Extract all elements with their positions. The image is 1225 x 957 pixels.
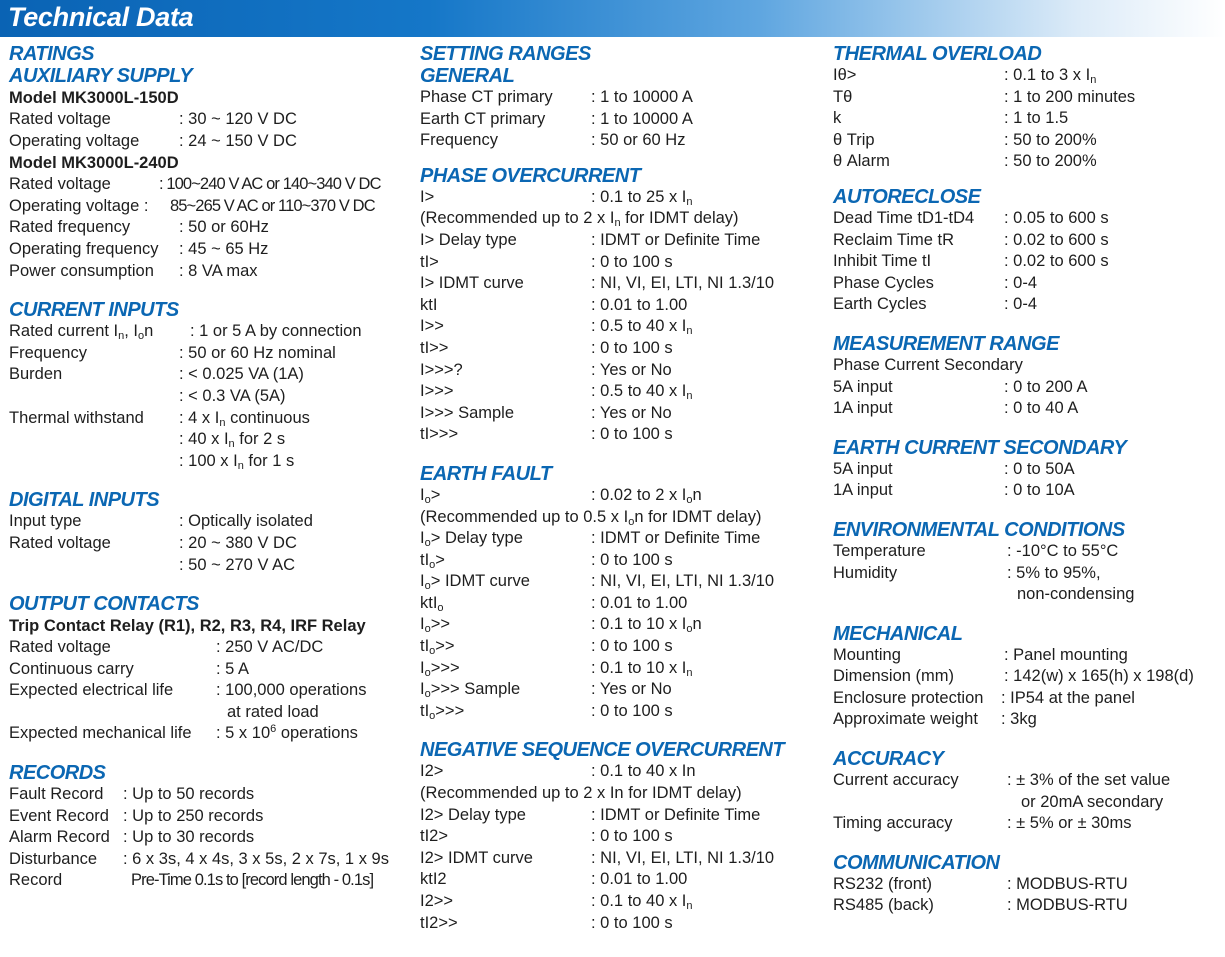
spec-label: Record [9, 871, 63, 890]
spec-row [420, 273, 825, 295]
spec-value: : 50 ~ 270 V AC [179, 555, 296, 574]
spec-row [420, 424, 825, 446]
spec-value: : 0 to 40 A [1004, 399, 1079, 418]
spec-value: : 0 to 100 s [591, 913, 673, 932]
spec-label: Fault Record [9, 785, 104, 804]
output-contacts-heading: OUTPUT CONTACTS [9, 593, 199, 616]
spec-label: Power consumption [9, 261, 154, 280]
spec-row [420, 826, 825, 848]
spec-row [833, 813, 1223, 835]
spec-row [420, 381, 825, 403]
spec-row [420, 571, 825, 593]
spec-row [833, 251, 1223, 273]
spec-value: : 1 to 200 minutes [1004, 87, 1136, 106]
spec-label: I> IDMT curve [420, 274, 524, 293]
spec-label: Operating voltage [9, 131, 140, 150]
spec-label: Reclaim Time tR [833, 230, 955, 249]
spec-row [420, 528, 825, 550]
accuracy-heading: ACCURACY [833, 748, 944, 771]
spec-value: : 0 to 50A [1004, 459, 1075, 478]
spec-value: : 50 or 60Hz [179, 218, 269, 237]
spec-label: Temperature [833, 541, 926, 560]
spec-label: I2> [420, 762, 444, 781]
spec-row [420, 869, 825, 891]
spec-value: : 0.02 to 600 s [1004, 230, 1109, 249]
spec-value: : < 0.025 VA (1A) [179, 365, 304, 384]
spec-label: Humidity [833, 563, 898, 582]
spec-value: : 0.01 to 1.00 [591, 295, 688, 314]
spec-row [833, 294, 1223, 316]
spec-label: Alarm Record [9, 828, 110, 847]
measurement-range-heading: MEASUREMENT RANGE [833, 332, 1059, 355]
spec-label: k [833, 109, 842, 128]
spec-value: : 5% to 95%, [1007, 563, 1101, 582]
spec-row [9, 555, 414, 577]
spec-row [9, 261, 414, 283]
spec-label: θ Alarm [833, 152, 890, 171]
spec-label: Inhibit Time tI [833, 252, 932, 271]
spec-value: : 0 to 10A [1004, 481, 1075, 500]
spec-row [9, 131, 414, 153]
trip-contact-relay-title: Trip Contact Relay (R1), R2, R3, R4, IRF Relay [9, 617, 366, 636]
spec-label: I>>> [420, 382, 454, 401]
spec-row [9, 109, 414, 131]
spec-row [833, 688, 1223, 710]
spec-label: tI2>> [420, 913, 458, 932]
spec-value: : 5 A [216, 659, 250, 678]
spec-value: : IDMT or Definite Time [591, 529, 761, 548]
spec-label: $I_o>$ [420, 485, 441, 506]
spec-label: tI2> [420, 827, 448, 846]
spec-row [420, 485, 825, 507]
spec-row [420, 130, 825, 152]
column-middle [420, 43, 825, 934]
spec-value: : 20 ~ 380 V DC [179, 533, 297, 552]
spec-value: : 1 to 1.5 [1004, 109, 1069, 128]
spec-label: Earth Cycles [833, 295, 927, 314]
spec-row [420, 593, 825, 615]
spec-value: : 0-4 [1004, 295, 1038, 314]
spec-row [9, 196, 414, 218]
spec-value: : NI, VI, EI, LTI, NI 1.3/10 [591, 572, 775, 591]
spec-label: ktI$_o$ [420, 593, 444, 614]
spec-value: : Up to 250 records [123, 806, 264, 825]
spec-value: : 142(w) x 165(h) x 198(d) [1004, 667, 1194, 686]
spec-label: 5A input [833, 459, 893, 478]
spec-row [420, 913, 825, 935]
spec-row [420, 891, 825, 913]
spec-label: I2> IDMT curve [420, 848, 533, 867]
spec-value: : Up to 30 records [123, 828, 255, 847]
column-left [9, 43, 414, 892]
spec-label: Rated voltage [9, 175, 111, 194]
spec-value: : ± 5% or ± 30ms [1007, 814, 1132, 833]
spec-label: I>>> Sample [420, 403, 515, 422]
spec-label: tI>>> [420, 425, 459, 444]
spec-value: : 50 to 200% [1004, 130, 1097, 149]
spec-label: RS485 (back) [833, 896, 934, 915]
spec-label: Operating voltage : [9, 196, 149, 215]
spec-row [833, 480, 1223, 502]
spec-value: : MODBUS-RTU [1007, 896, 1128, 915]
spec-row [420, 658, 825, 680]
spec-value: : 8 VA max [179, 261, 258, 280]
auxiliary-supply-heading: AUXILIARY SUPPLY [9, 65, 193, 87]
spec-value: : 0 to 100 s [591, 252, 673, 271]
spec-row [9, 239, 414, 261]
spec-label: tI> [420, 252, 439, 271]
spec-label: Rated current $I_n$, $I_on$ [9, 322, 154, 343]
spec-value: : 0.1 to 3 x $I_n$ [1004, 66, 1097, 86]
general-heading: GENERAL [420, 65, 515, 87]
spec-row [833, 666, 1223, 688]
spec-value: Pre-Time 0.1s to [record length - 0.1s] [131, 871, 374, 890]
spec-row [9, 511, 414, 533]
spec-row [420, 701, 825, 723]
spec-row [833, 563, 1223, 585]
spec-label: I>>>? [420, 360, 463, 379]
negative-sequence-heading: NEGATIVE SEQUENCE OVERCURRENT [420, 739, 785, 762]
spec-value: : 1 or 5 A by connection [190, 322, 362, 341]
spec-row [9, 533, 414, 555]
communication-heading: COMMUNICATION [833, 851, 1000, 874]
spec-value: : NI, VI, EI, LTI, NI 1.3/10 [591, 274, 775, 293]
spec-label: Dead Time tD1-tD4 [833, 208, 975, 227]
phase-overcurrent-heading: PHASE OVERCURRENT [420, 164, 641, 187]
spec-label: Earth CT primary [420, 109, 546, 128]
spec-label: $I_o>>>$ [420, 658, 460, 679]
spec-value: : 0 to 100 s [591, 637, 673, 656]
spec-note: (Recommended up to 2 x $I_n$ for IDMT delay) [420, 209, 739, 230]
spec-row [9, 702, 414, 724]
spec-label: Timing accuracy [833, 814, 953, 833]
spec-value: : 0.01 to 1.00 [591, 593, 688, 612]
thermal-overload-heading: THERMAL OVERLOAD [833, 43, 1042, 65]
spec-label: Continuous carry [9, 659, 134, 678]
spec-row [833, 108, 1223, 130]
spec-value: : 0.1 to 10 x $I_n$ [591, 658, 693, 679]
spec-label: I2>> [420, 892, 454, 910]
spec-row [833, 459, 1223, 481]
spec-row [9, 806, 414, 828]
digital-inputs-heading: DIGITAL INPUTS [9, 489, 160, 512]
spec-label: $I_o>>$ [420, 615, 450, 636]
spec-value: : 100,000 operations [216, 681, 367, 700]
spec-label: Phase CT primary [420, 88, 553, 106]
spec-label: ktI2 [420, 870, 447, 889]
environmental-conditions-heading: ENVIRONMENTAL CONDITIONS [833, 518, 1125, 541]
spec-value: : IDMT or Definite Time [591, 230, 761, 249]
model-150d-title: Model MK3000L-150D [9, 89, 179, 107]
page-title: Technical Data [8, 2, 194, 32]
autoreclose-heading: AUTORECLOSE [833, 185, 981, 208]
spec-value: : 0 to 100 s [591, 425, 673, 444]
spec-value: : Optically isolated [179, 512, 313, 531]
spec-value: : Yes or No [591, 680, 672, 699]
spec-row [833, 151, 1223, 173]
spec-label: $tI_o>>>$ [420, 701, 465, 722]
spec-row [833, 584, 1223, 606]
spec-value: : IP54 at the panel [1001, 688, 1135, 707]
spec-value: : 0 to 100 s [591, 701, 673, 720]
earth-current-secondary-heading: EARTH CURRENT SECONDARY [833, 436, 1127, 459]
spec-row [833, 770, 1223, 792]
spec-row [9, 217, 414, 239]
spec-row [420, 87, 825, 109]
spec-label: Frequency [420, 131, 498, 150]
spec-value: : 100~240 V AC or 140~340 V DC [159, 175, 381, 194]
spec-label: RS232 (front) [833, 874, 933, 893]
spec-row [833, 874, 1223, 896]
spec-value: : -10°C to 55°C [1007, 541, 1119, 560]
spec-label: Tθ [833, 87, 853, 106]
spec-row [9, 343, 414, 365]
spec-value: : 3kg [1001, 710, 1037, 729]
spec-label: Approximate weight [833, 710, 978, 729]
spec-value: : 6 x 3s, 4 x 4s, 3 x 5s, 2 x 7s, 1 x 9s [123, 849, 389, 868]
spec-label: Disturbance [9, 849, 98, 868]
spec-row [420, 109, 825, 131]
title-banner [0, 0, 1225, 37]
spec-row [420, 848, 825, 870]
measurement-subtitle: Phase Current Secondary [833, 355, 1023, 374]
spec-value: : Yes or No [591, 403, 672, 422]
setting-ranges-heading: SETTING RANGES [420, 43, 591, 65]
spec-label: I2> Delay type [420, 805, 526, 824]
spec-row [420, 187, 825, 209]
spec-value: : 4 x $I_n$ continuous [179, 408, 310, 429]
spec-row [833, 273, 1223, 295]
spec-label: Enclosure protection [833, 688, 984, 707]
spec-label: I> Delay type [420, 230, 517, 249]
spec-row [833, 541, 1223, 563]
spec-row [420, 805, 825, 827]
spec-row [833, 645, 1223, 667]
spec-row [833, 65, 1223, 87]
column-right [833, 43, 1223, 917]
spec-row [833, 230, 1223, 252]
spec-value: 85~265 V AC or 110~370 V DC [170, 196, 375, 215]
spec-value: : 24 ~ 150 V DC [179, 131, 297, 150]
spec-value: : 0 to 100 s [591, 550, 673, 569]
spec-value: : 0 to 200 A [1004, 377, 1088, 396]
spec-value: : NI, VI, EI, LTI, NI 1.3/10 [591, 848, 775, 867]
spec-value: : MODBUS-RTU [1007, 874, 1128, 893]
spec-row [420, 679, 825, 701]
spec-label: $tI_o>$ [420, 550, 445, 571]
spec-label: Burden [9, 365, 63, 384]
spec-value: : 0.1 to 25 x $I_n$ [591, 187, 693, 208]
spec-row [420, 295, 825, 317]
spec-value: : 40 x $I_n$ for 2 s [179, 430, 286, 451]
spec-label: Current accuracy [833, 771, 959, 790]
spec-label: I>> [420, 317, 444, 336]
spec-row [833, 130, 1223, 152]
spec-value: : 50 or 60 Hz nominal [179, 343, 336, 362]
ratings-heading: RATINGS [9, 43, 95, 65]
spec-value: : < 0.3 VA (5A) [179, 386, 286, 405]
spec-row [9, 849, 414, 871]
spec-label: Phase Cycles [833, 273, 934, 292]
spec-value: : 0.01 to 1.00 [591, 870, 688, 889]
spec-value: : 5 x $10^6$ operations [216, 723, 358, 743]
spec-label: $tI_o>>$ [420, 637, 455, 658]
spec-label: $I_o>>>$ Sample [420, 680, 521, 701]
spec-row [9, 451, 414, 473]
spec-value: or 20mA secondary [1021, 792, 1164, 811]
spec-row [9, 637, 414, 659]
spec-row [9, 870, 414, 892]
spec-label: Dimension (mm) [833, 667, 955, 686]
spec-row [833, 208, 1223, 230]
spec-value: : 1 to 10000 A [591, 88, 693, 106]
spec-value: : IDMT or Definite Time [591, 805, 761, 824]
spec-label: tI>> [420, 338, 449, 357]
spec-value: : ± 3% of the set value [1007, 771, 1171, 790]
spec-label: Rated voltage [9, 638, 111, 657]
spec-row [420, 614, 825, 636]
spec-row [420, 252, 825, 274]
spec-row [833, 709, 1223, 731]
spec-row [9, 174, 414, 196]
records-heading: RECORDS [9, 762, 106, 785]
spec-label: 5A input [833, 377, 893, 396]
spec-value: : 50 or 60 Hz [591, 131, 686, 150]
spec-row [420, 761, 825, 783]
spec-value: : Panel mounting [1004, 645, 1128, 664]
spec-value: : Yes or No [591, 360, 672, 379]
spec-value: : 0.05 to 600 s [1004, 208, 1109, 227]
spec-row [9, 827, 414, 849]
spec-value: : 0.1 to 40 x $I_n$ [591, 892, 693, 912]
spec-label: 1A input [833, 399, 893, 418]
spec-note: (Recommended up to 0.5 x $I_on$ for IDMT delay) [420, 507, 762, 528]
spec-label: θ Trip [833, 130, 875, 149]
current-inputs-heading: CURRENT INPUTS [9, 299, 179, 322]
spec-value: : 0.5 to 40 x $I_n$ [591, 317, 693, 338]
spec-label: Event Record [9, 806, 109, 825]
spec-row [420, 316, 825, 338]
spec-row [833, 792, 1223, 814]
spec-label: Input type [9, 512, 82, 531]
spec-row [9, 659, 414, 681]
spec-value: : Up to 50 records [123, 785, 255, 804]
spec-value: : 30 ~ 120 V DC [179, 110, 297, 128]
spec-row [9, 680, 414, 702]
spec-row [833, 895, 1223, 917]
spec-label: Frequency [9, 343, 87, 362]
spec-row [9, 723, 414, 745]
spec-value: non-condensing [1017, 585, 1135, 604]
spec-label: I> [420, 187, 435, 206]
spec-row [9, 386, 414, 408]
spec-label: $I_o>$ IDMT curve [420, 572, 530, 593]
spec-row [9, 408, 414, 430]
spec-label: Mounting [833, 645, 901, 664]
spec-row [420, 403, 825, 425]
spec-note: (Recommended up to 2 x In for IDMT delay) [420, 784, 742, 803]
spec-value: : 100 x $I_n$ for 1 s [179, 451, 295, 472]
spec-value: : 0 to 100 s [591, 827, 673, 846]
model-240d-title: Model MK3000L-240D [9, 154, 179, 173]
spec-row [833, 87, 1223, 109]
spec-label: Rated voltage [9, 110, 111, 128]
spec-value: : 250 V AC/DC [216, 638, 324, 657]
spec-value: : 1 to 10000 A [591, 109, 693, 128]
spec-row [833, 377, 1223, 399]
earth-fault-heading: EARTH FAULT [420, 462, 552, 485]
spec-value: : 0.5 to 40 x $I_n$ [591, 382, 693, 403]
spec-row [420, 360, 825, 382]
spec-label: Expected electrical life [9, 681, 174, 700]
spec-label: Operating frequency [9, 239, 159, 258]
spec-label: Rated voltage [9, 533, 111, 552]
spec-label: ktI [420, 295, 438, 314]
spec-label: Expected mechanical life [9, 724, 192, 743]
spec-row [833, 398, 1223, 420]
spec-row [420, 636, 825, 658]
spec-row [9, 364, 414, 386]
spec-value: : 0.1 to 40 x In [591, 762, 696, 781]
spec-value: : 45 ~ 65 Hz [179, 239, 269, 258]
spec-value: : 0.02 to 2 x $I_on$ [591, 485, 702, 506]
spec-row [9, 321, 414, 343]
spec-value: : 0-4 [1004, 273, 1038, 292]
spec-row [420, 338, 825, 360]
mechanical-heading: MECHANICAL [833, 622, 963, 645]
spec-label: Thermal withstand [9, 408, 144, 427]
spec-value: : 0.02 to 600 s [1004, 252, 1109, 271]
spec-value: : 50 to 200% [1004, 152, 1097, 171]
spec-row [9, 784, 414, 806]
spec-value: : 0 to 100 s [591, 338, 673, 357]
spec-value: at rated load [227, 702, 319, 721]
spec-value: : 0.1 to 10 x $I_on$ [591, 615, 702, 636]
spec-label: Rated frequency [9, 218, 131, 237]
spec-row [9, 429, 414, 451]
spec-row [420, 550, 825, 572]
spec-label: Iθ> [833, 66, 857, 84]
spec-label: 1A input [833, 481, 893, 500]
spec-row [420, 230, 825, 252]
spec-label: $I_o>$ Delay type [420, 529, 523, 550]
